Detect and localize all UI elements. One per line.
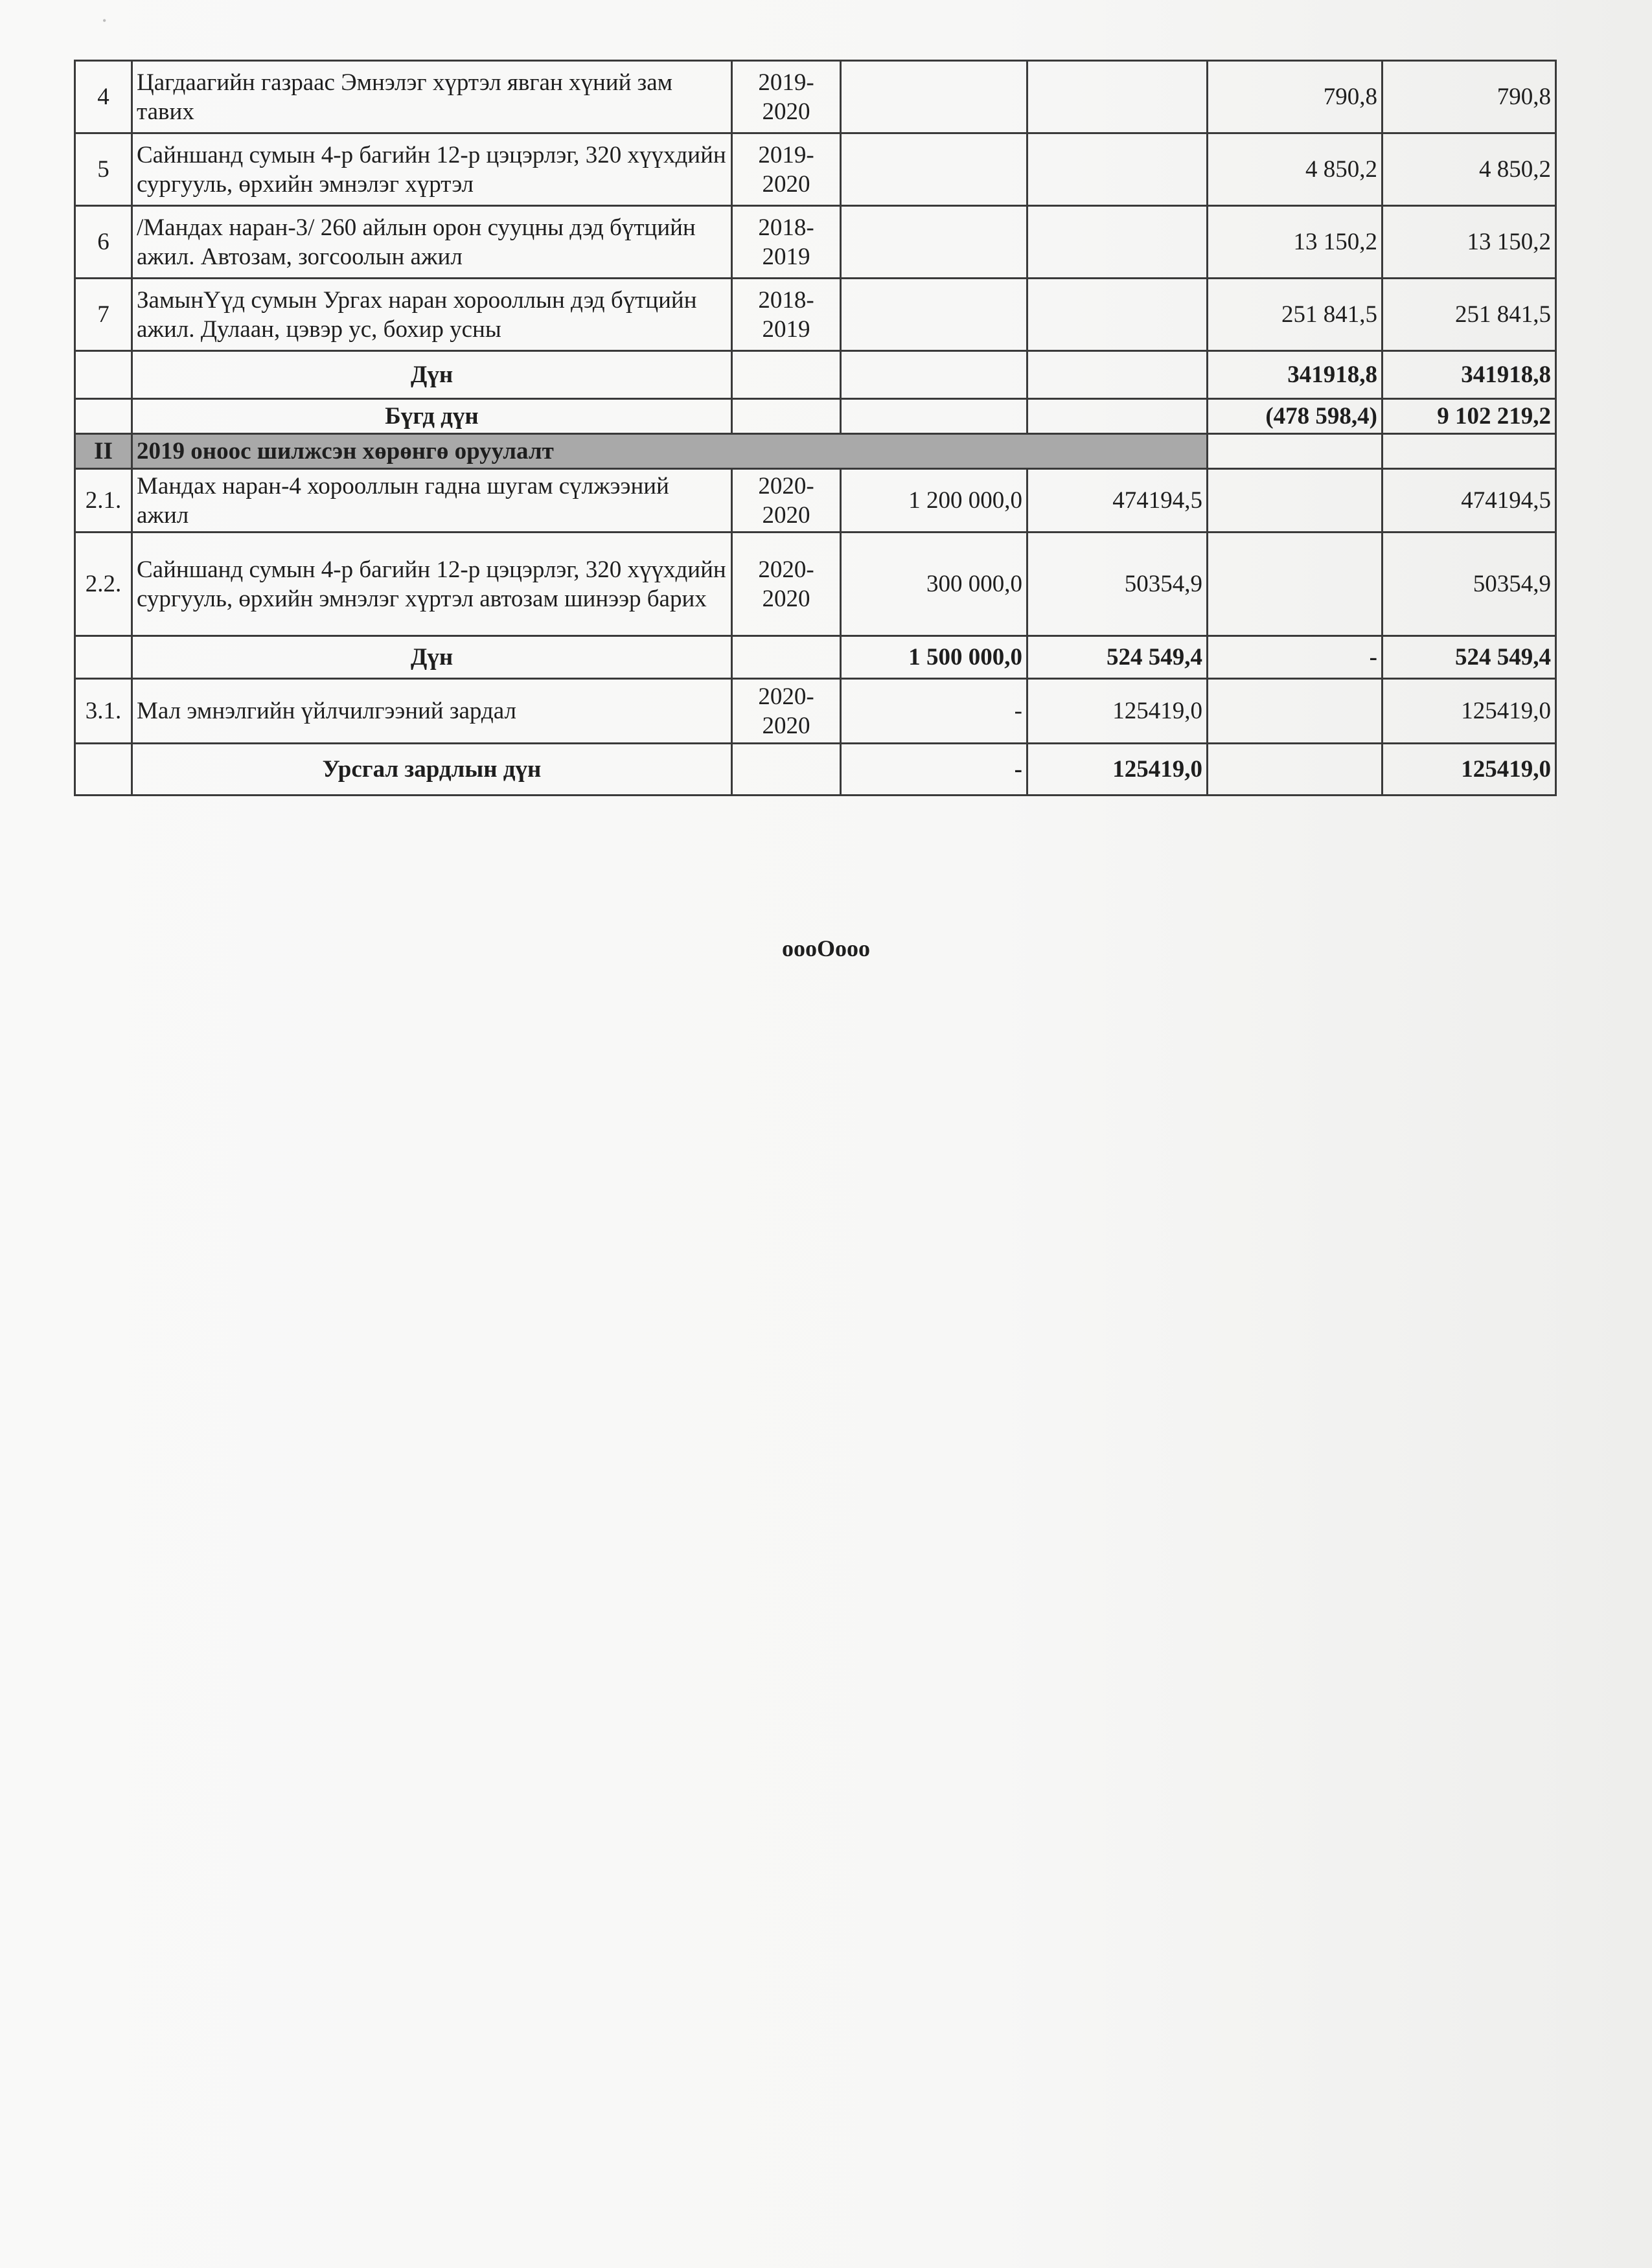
value-cell: 300 000,0: [841, 533, 1027, 636]
section-title: 2019 оноос шилжсэн хөрөнгө оруулалт: [132, 434, 1208, 469]
value-cell: 13 150,2: [1208, 206, 1382, 279]
value-cell: 4 850,2: [1208, 133, 1382, 206]
end-of-document-mark: oooOooo: [781, 935, 870, 961]
empty-cell: [732, 636, 841, 679]
budget-table: [74, 60, 1557, 796]
row-number: 2.2.: [75, 533, 132, 636]
section-header-row: [75, 434, 1556, 469]
project-years: 2019- 2020: [732, 133, 841, 206]
grand-total-value: 9 102 219,2: [1382, 399, 1556, 434]
project-name: Сайншанд сумын 4-р багийн 12-р цэцэрлэг, 320 хүүхдийн сургууль, өрхийн эмнэлэг хүртэл: [132, 133, 732, 206]
empty-cell: [1027, 399, 1208, 434]
empty-cell: [1027, 279, 1208, 351]
subtotal-value: 524 549,4: [1027, 636, 1208, 679]
project-name: Сайншанд сумын 4-р багийн 12-р цэцэрлэг, 320 хүүхдийн сургууль, өрхийн эмнэлэг хүртэл автозам шинээр барих: [132, 533, 732, 636]
value-cell: 13 150,2: [1382, 206, 1556, 279]
project-years: 2018- 2019: [732, 206, 841, 279]
empty-cell: [1208, 679, 1382, 744]
value-cell: 50354,9: [1027, 533, 1208, 636]
row-number: 4: [75, 61, 132, 133]
row-number: 5: [75, 133, 132, 206]
value-cell: 251 841,5: [1208, 279, 1382, 351]
empty-cell: [1208, 744, 1382, 796]
table-row: [75, 206, 1556, 279]
table-row: [75, 533, 1556, 636]
row-number: 3.1.: [75, 679, 132, 744]
subtotal-label: Дүн: [132, 351, 732, 399]
empty-cell: [841, 399, 1027, 434]
empty-cell: [841, 133, 1027, 206]
empty-cell: [1027, 133, 1208, 206]
current-expense-total-label: Урсгал зардлын дүн: [132, 744, 732, 796]
empty-cell: [75, 351, 132, 399]
project-name: Цагдаагийн газраас Эмнэлэг хүртэл явган хүний зам тавих: [132, 61, 732, 133]
grand-total-row: [75, 399, 1556, 434]
project-name: ЗамынҮүд сумын Ургах наран хорооллын дэд бүтцийн ажил. Дулаан, цэвэр ус, бохир усны: [132, 279, 732, 351]
empty-cell: [1382, 434, 1556, 469]
empty-cell: [841, 279, 1027, 351]
value-cell: 474194,5: [1027, 469, 1208, 533]
subtotal-value: -: [841, 744, 1027, 796]
empty-cell: [1027, 351, 1208, 399]
table-row: [75, 61, 1556, 133]
row-number: 7: [75, 279, 132, 351]
value-cell: -: [841, 679, 1027, 744]
value-cell: 125419,0: [1382, 679, 1556, 744]
table-row: [75, 679, 1556, 744]
value-cell: 790,8: [1382, 61, 1556, 133]
project-years: 2020- 2020: [732, 533, 841, 636]
empty-cell: [1208, 469, 1382, 533]
scan-speck: •: [102, 14, 107, 27]
table-row: [75, 133, 1556, 206]
subtotal-value: 125419,0: [1027, 744, 1208, 796]
subtotal-row: [75, 636, 1556, 679]
subtotal-value: 341918,8: [1382, 351, 1556, 399]
subtotal-value: 125419,0: [1382, 744, 1556, 796]
value-cell: 50354,9: [1382, 533, 1556, 636]
subtotal-value: 341918,8: [1208, 351, 1382, 399]
empty-cell: [841, 206, 1027, 279]
project-name: /Мандах наран-3/ 260 айлын орон сууцны дэд бүтцийн ажил. Автозам, зогсоолын ажил: [132, 206, 732, 279]
value-cell: 790,8: [1208, 61, 1382, 133]
row-number: 2.1.: [75, 469, 132, 533]
value-cell: 125419,0: [1027, 679, 1208, 744]
subtotal-label: Дүн: [132, 636, 732, 679]
project-years: 2020- 2020: [732, 469, 841, 533]
subtotal-value: -: [1208, 636, 1382, 679]
subtotal-value: 524 549,4: [1382, 636, 1556, 679]
project-years: 2019- 2020: [732, 61, 841, 133]
empty-cell: [732, 399, 841, 434]
grand-total-label: Бүгд дүн: [132, 399, 732, 434]
empty-cell: [732, 351, 841, 399]
row-number: 6: [75, 206, 132, 279]
empty-cell: [1027, 206, 1208, 279]
value-cell: 4 850,2: [1382, 133, 1556, 206]
table-row: [75, 469, 1556, 533]
project-years: 2020- 2020: [732, 679, 841, 744]
empty-cell: [841, 61, 1027, 133]
project-name: Мандах наран-4 хорооллын гадна шугам сүлжээний ажил: [132, 469, 732, 533]
empty-cell: [1027, 61, 1208, 133]
section-number: II: [75, 434, 132, 469]
empty-cell: [732, 744, 841, 796]
empty-cell: [75, 744, 132, 796]
subtotal-row: [75, 351, 1556, 399]
table-row: [75, 279, 1556, 351]
project-years: 2018- 2019: [732, 279, 841, 351]
empty-cell: [1208, 533, 1382, 636]
value-cell: 474194,5: [1382, 469, 1556, 533]
empty-cell: [1208, 434, 1382, 469]
empty-cell: [75, 636, 132, 679]
empty-cell: [841, 351, 1027, 399]
subtotal-value: 1 500 000,0: [841, 636, 1027, 679]
value-cell: 1 200 000,0: [841, 469, 1027, 533]
value-cell: 251 841,5: [1382, 279, 1556, 351]
grand-total-value: (478 598,4): [1208, 399, 1382, 434]
empty-cell: [75, 399, 132, 434]
current-expense-total-row: [75, 744, 1556, 796]
project-name: Мал эмнэлгийн үйлчилгээний зардал: [132, 679, 732, 744]
